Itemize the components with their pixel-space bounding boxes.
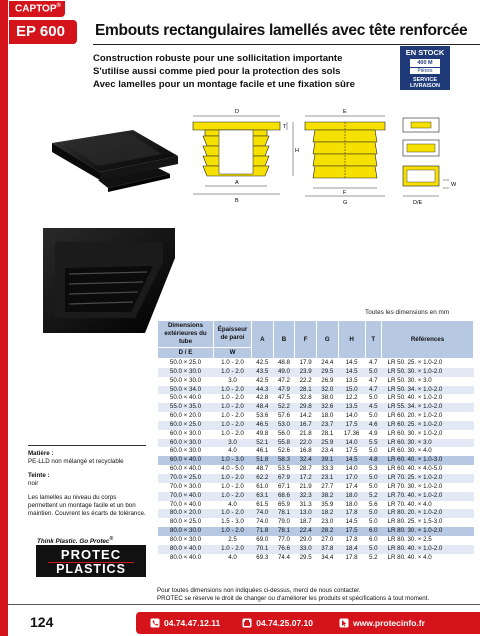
table-row bbox=[158, 377, 474, 386]
material-label: Matière : bbox=[28, 450, 54, 457]
table-row bbox=[158, 501, 474, 510]
table-cell-b: 48.8 bbox=[273, 359, 295, 368]
title-divider bbox=[93, 44, 480, 45]
table-cell-h: 14.5 bbox=[338, 456, 365, 465]
table-cell-wall: 4.0 - 5.0 bbox=[214, 465, 252, 474]
table-cell-b: 65.9 bbox=[273, 501, 295, 510]
table-cell-dim: 80.0 × 25.0 bbox=[158, 518, 214, 527]
table-cell-h: 18.4 bbox=[338, 545, 365, 554]
table-cell-t: 5.0 bbox=[365, 447, 381, 456]
website-url: www.protecinfo.fr bbox=[353, 618, 425, 628]
footer-divider bbox=[8, 604, 480, 605]
table-cell-wall: 1.0 - 3.0 bbox=[214, 456, 252, 465]
table-cell-wall: 1.0 - 2.0 bbox=[214, 368, 252, 377]
table-cell-wall: 1.0 - 2.0 bbox=[214, 492, 252, 501]
table-cell-g: 24.4 bbox=[316, 359, 338, 368]
table-cell-wall: 4.0 bbox=[214, 501, 252, 510]
table-cell-h: 14.0 bbox=[338, 465, 365, 474]
table-row bbox=[158, 430, 474, 439]
table-cell-b: 49.0 bbox=[273, 368, 295, 377]
table-cell-h: 14.5 bbox=[338, 518, 365, 527]
table-cell-ref: LR 60. 25. × 1.0-2.0 bbox=[382, 421, 474, 430]
table-row bbox=[158, 492, 474, 501]
side-profile-drawing bbox=[193, 109, 299, 204]
table-cell-f: 32.3 bbox=[295, 492, 317, 501]
dim-label-de: D/E bbox=[413, 200, 423, 206]
table-cell-ref: LR 50. 30. × 1.0-2.0 bbox=[382, 368, 474, 377]
table-cell-g: 23.7 bbox=[316, 421, 338, 430]
table-cell-h: 18.0 bbox=[338, 501, 365, 510]
table-cell-ref: LR 70. 30. × 1.0-2.0 bbox=[382, 483, 474, 492]
table-cell-dim: 60.0 × 40.0 bbox=[158, 456, 214, 465]
table-row bbox=[158, 474, 474, 483]
brand-tab: CAPTOP® bbox=[9, 1, 65, 17]
table-cell-ref: LR 60. 40. × 1.0-3.0 bbox=[382, 456, 474, 465]
table-row bbox=[158, 421, 474, 430]
front-view-drawing bbox=[305, 109, 385, 206]
contact-bar bbox=[136, 612, 480, 634]
table-cell-dim: 50.0 × 30.0 bbox=[158, 377, 214, 386]
table-cell-h: 13.5 bbox=[338, 377, 365, 386]
dim-label-h: H bbox=[295, 148, 299, 154]
table-cell-b: 53.5 bbox=[273, 465, 295, 474]
table-cell-a: 74.0 bbox=[252, 509, 274, 518]
table-cell-dim: 60.0 × 25.0 bbox=[158, 421, 214, 430]
table-cell-b: 47.2 bbox=[273, 377, 295, 386]
table-cell-t: 4.7 bbox=[365, 377, 381, 386]
table-cell-t: 5.0 bbox=[365, 474, 381, 483]
table-cell-f: 23.9 bbox=[295, 368, 317, 377]
table-cell-ref: LR 50. 34. × 1.0-2.0 bbox=[382, 386, 474, 395]
table-cell-f: 33.0 bbox=[295, 545, 317, 554]
table-cell-ref: LR 80. 40. × 4.0 bbox=[382, 554, 474, 563]
table-cell-ref: LR 70. 40. × 4.0 bbox=[382, 501, 474, 510]
table-cell-g: 29.5 bbox=[316, 368, 338, 377]
table-cell-h: 17.5 bbox=[338, 527, 365, 536]
table-cell-f: 29.5 bbox=[295, 554, 317, 563]
table-cell-g: 23.0 bbox=[316, 518, 338, 527]
table-cell-ref: LR 70. 25. × 1.0-2.0 bbox=[382, 474, 474, 483]
col-header-t: T bbox=[365, 321, 381, 359]
table-cell-t: 4.8 bbox=[365, 456, 381, 465]
table-cell-dim: 50.0 × 25.0 bbox=[158, 359, 214, 368]
table-cell-g: 32.6 bbox=[316, 403, 338, 412]
phone-icon bbox=[150, 618, 160, 628]
table-cell-a: 42.5 bbox=[252, 359, 274, 368]
table-cell-b: 68.6 bbox=[273, 492, 295, 501]
dim-label-w: W bbox=[451, 182, 457, 188]
table-cell-h: 17.5 bbox=[338, 447, 365, 456]
logo-line-2: PLASTICS bbox=[56, 562, 126, 576]
table-cell-h: 17.8 bbox=[338, 509, 365, 518]
dim-label-b: B bbox=[235, 198, 239, 204]
table-cell-g: 23.4 bbox=[316, 447, 338, 456]
table-cell-t: 5.2 bbox=[365, 492, 381, 501]
table-cell-b: 53.0 bbox=[273, 421, 295, 430]
table-cell-g: 38.0 bbox=[316, 394, 338, 403]
table-cell-wall: 1.0 - 2.0 bbox=[214, 483, 252, 492]
table-cell-a: 74.0 bbox=[252, 518, 274, 527]
table-cell-g: 32.0 bbox=[316, 386, 338, 395]
table-cell-t: 4.5 bbox=[365, 403, 381, 412]
table-cell-a: 71.8 bbox=[252, 527, 274, 536]
phone-contact[interactable] bbox=[150, 618, 220, 628]
fax-number: 04.74.25.07.10 bbox=[256, 618, 313, 628]
stock-badge-title: EN STOCK bbox=[405, 48, 445, 57]
table-cell-t: 5.0 bbox=[365, 483, 381, 492]
col-subheader-w: W bbox=[214, 348, 252, 359]
material-info bbox=[28, 445, 146, 524]
table-cell-ref: LR 60. 40. × 4.0-5.0 bbox=[382, 465, 474, 474]
table-cell-g: 23.1 bbox=[316, 474, 338, 483]
table-row bbox=[158, 359, 474, 368]
dim-label-e: E bbox=[343, 109, 347, 115]
dim-label-a: A bbox=[235, 180, 239, 186]
table-footnotes bbox=[157, 587, 429, 602]
table-cell-f: 14.2 bbox=[295, 412, 317, 421]
section-views-drawing bbox=[403, 118, 457, 206]
product-photo-top bbox=[38, 108, 188, 198]
table-cell-wall: 1.0 - 2.0 bbox=[214, 509, 252, 518]
table-cell-ref: LR 80. 30. × 2.5 bbox=[382, 536, 474, 545]
table-cell-b: 74.4 bbox=[273, 554, 295, 563]
table-cell-dim: 60.0 × 40.0 bbox=[158, 465, 214, 474]
table-cell-wall: 4.0 bbox=[214, 447, 252, 456]
table-cell-a: 53.6 bbox=[252, 412, 274, 421]
table-cell-t: 5.5 bbox=[365, 439, 381, 448]
table-cell-h: 17.0 bbox=[338, 474, 365, 483]
table-cell-h: 14.0 bbox=[338, 439, 365, 448]
table-cell-f: 29.0 bbox=[295, 536, 317, 545]
table-cell-ref: LR 60. 30. × 4.0 bbox=[382, 447, 474, 456]
table-cell-dim: 55.0 × 35.0 bbox=[158, 403, 214, 412]
table-cell-dim: 60.0 × 30.0 bbox=[158, 439, 214, 448]
table-cell-a: 69.3 bbox=[252, 554, 274, 563]
table-cell-g: 18.2 bbox=[316, 509, 338, 518]
left-accent-strip bbox=[0, 0, 8, 636]
table-cell-g: 38.2 bbox=[316, 492, 338, 501]
table-row bbox=[158, 554, 474, 563]
table-cell-g: 28.2 bbox=[316, 527, 338, 536]
table-cell-h: 17.8 bbox=[338, 554, 365, 563]
table-cell-h: 17.36 bbox=[338, 430, 365, 439]
mouse-pointer-icon bbox=[339, 618, 349, 628]
page-title: Embouts rectangulaires lamellés avec tête renforcée bbox=[95, 22, 468, 39]
footnote: Pour toutes dimensions non indiquées ci-dessus, merci de nous contacter. bbox=[157, 587, 361, 594]
table-cell-ref: LR 80. 20. × 1.0-2.0 bbox=[382, 509, 474, 518]
table-cell-g: 37.8 bbox=[316, 545, 338, 554]
table-cell-h: 14.0 bbox=[338, 412, 365, 421]
logo-line-1: PROTEC bbox=[60, 547, 122, 562]
feature-item: Construction robuste pour une sollicitation importante bbox=[93, 53, 343, 64]
table-row bbox=[158, 545, 474, 554]
col-header-g: G bbox=[316, 321, 338, 359]
table-cell-f: 16.8 bbox=[295, 447, 317, 456]
table-cell-b: 52.2 bbox=[273, 403, 295, 412]
table-cell-b: 76.6 bbox=[273, 545, 295, 554]
table-row bbox=[158, 518, 474, 527]
feature-list bbox=[93, 52, 355, 91]
table-cell-t: 6.0 bbox=[365, 527, 381, 536]
table-cell-t: 6.0 bbox=[365, 536, 381, 545]
table-cell-ref: LR 50. 30. × 3.0 bbox=[382, 377, 474, 386]
table-cell-a: 43.5 bbox=[252, 368, 274, 377]
color-value: noir bbox=[28, 479, 39, 487]
phone-number: 04.74.47.12.11 bbox=[164, 618, 221, 628]
table-cell-ref: LR 70. 40. × 1.0-2.0 bbox=[382, 492, 474, 501]
table-row bbox=[158, 439, 474, 448]
table-cell-f: 28.1 bbox=[295, 386, 317, 395]
table-cell-dim: 80.0 × 30.0 bbox=[158, 527, 214, 536]
table-cell-dim: 50.0 × 34.0 bbox=[158, 386, 214, 395]
table-cell-h: 14.5 bbox=[338, 368, 365, 377]
table-cell-g: 33.3 bbox=[316, 465, 338, 474]
table-cell-t: 5.3 bbox=[365, 465, 381, 474]
website-link[interactable] bbox=[339, 618, 425, 628]
table-cell-wall: 3.0 bbox=[214, 439, 252, 448]
table-cell-t: 5.0 bbox=[365, 509, 381, 518]
table-cell-b: 67.1 bbox=[273, 483, 295, 492]
table-cell-a: 70.1 bbox=[252, 545, 274, 554]
feature-item: Avec lamelles pour un montage facile et une fixation sûre bbox=[93, 79, 355, 90]
table-cell-h: 18.0 bbox=[338, 492, 365, 501]
table-cell-dim: 80.0 × 30.0 bbox=[158, 536, 214, 545]
table-cell-wall: 2.5 bbox=[214, 536, 252, 545]
table-cell-a: 63.1 bbox=[252, 492, 274, 501]
table-row bbox=[158, 368, 474, 377]
feature-item: S'utilise aussi comme pied pour la protection des sols bbox=[93, 66, 341, 77]
table-cell-a: 51.8 bbox=[252, 456, 274, 465]
fax-icon bbox=[242, 618, 252, 628]
table-cell-dim: 60.0 × 30.0 bbox=[158, 447, 214, 456]
material-value: PE-LLD non mélangé et recyclable bbox=[28, 457, 124, 465]
dim-label-d: D bbox=[235, 109, 239, 115]
protec-plastics-logo bbox=[36, 545, 146, 577]
table-cell-b: 58.3 bbox=[273, 456, 295, 465]
table-cell-t: 5.0 bbox=[365, 518, 381, 527]
table-cell-f: 18.7 bbox=[295, 518, 317, 527]
table-cell-h: 12.2 bbox=[338, 394, 365, 403]
table-cell-ref: LR 60. 30. × 1.0-2.0 bbox=[382, 430, 474, 439]
table-cell-wall: 1.0 - 2.0 bbox=[214, 394, 252, 403]
table-cell-t: 5.0 bbox=[365, 368, 381, 377]
table-cell-wall: 4.0 bbox=[214, 554, 252, 563]
table-row bbox=[158, 536, 474, 545]
technical-drawing bbox=[185, 108, 471, 218]
table-cell-g: 26.9 bbox=[316, 377, 338, 386]
table-cell-h: 13.5 bbox=[338, 403, 365, 412]
table-cell-g: 27.7 bbox=[316, 483, 338, 492]
table-cell-ref: LR 50. 40. × 1.0-2.0 bbox=[382, 394, 474, 403]
stock-badge-unit: Pièces bbox=[410, 67, 440, 74]
stock-badge bbox=[400, 46, 450, 90]
col-subheader-de: D / E bbox=[158, 348, 214, 359]
table-cell-g: 28.1 bbox=[316, 430, 338, 439]
dim-label-f: F bbox=[343, 190, 347, 196]
table-cell-ref: LR 80. 25. × 1.5-3.0 bbox=[382, 518, 474, 527]
material-description: Les lamelles au niveau du corps permettent un montage facile et un bon maintien. Couvrent les écarts de tolérance. bbox=[28, 494, 146, 517]
specifications-table bbox=[157, 320, 474, 562]
table-cell-g: 25.9 bbox=[316, 439, 338, 448]
stock-badge-quantity: 400 M bbox=[410, 59, 440, 67]
table-cell-f: 28.7 bbox=[295, 465, 317, 474]
table-cell-b: 47.9 bbox=[273, 386, 295, 395]
table-cell-h: 17.8 bbox=[338, 536, 365, 545]
table-cell-wall: 1.5 - 3.0 bbox=[214, 518, 252, 527]
product-photo-closeup bbox=[35, 228, 175, 333]
table-cell-g: 27.0 bbox=[316, 536, 338, 545]
table-cell-dim: 50.0 × 40.0 bbox=[158, 394, 214, 403]
table-cell-a: 61.0 bbox=[252, 483, 274, 492]
table-cell-a: 61.5 bbox=[252, 501, 274, 510]
table-cell-f: 13.0 bbox=[295, 509, 317, 518]
table-cell-f: 21.9 bbox=[295, 483, 317, 492]
table-cell-f: 32.8 bbox=[295, 394, 317, 403]
table-cell-g: 35.9 bbox=[316, 501, 338, 510]
table-cell-f: 22.2 bbox=[295, 377, 317, 386]
table-cell-b: 77.0 bbox=[273, 536, 295, 545]
col-header-references: Références bbox=[382, 321, 474, 359]
table-cell-b: 47.5 bbox=[273, 394, 295, 403]
table-cell-wall: 1.0 - 2.0 bbox=[214, 527, 252, 536]
table-cell-b: 56.0 bbox=[273, 430, 295, 439]
page-number: 124 bbox=[30, 614, 54, 630]
table-cell-f: 32.4 bbox=[295, 456, 317, 465]
table-cell-wall: 1.0 - 2.0 bbox=[214, 421, 252, 430]
table-cell-t: 4.6 bbox=[365, 421, 381, 430]
fax-contact[interactable] bbox=[242, 618, 313, 628]
table-cell-ref: LR 55. 34. × 1.0-2.0 bbox=[382, 403, 474, 412]
stock-badge-service: SERVICE LIVRAISON bbox=[410, 77, 440, 89]
table-cell-a: 42.8 bbox=[252, 394, 274, 403]
dim-label-t: T bbox=[283, 124, 287, 130]
color-label: Teinte : bbox=[28, 472, 50, 480]
table-row bbox=[158, 447, 474, 456]
table-cell-wall: 3.0 bbox=[214, 377, 252, 386]
table-cell-f: 31.3 bbox=[295, 501, 317, 510]
table-cell-h: 17.4 bbox=[338, 483, 365, 492]
table-cell-dim: 80.0 × 20.0 bbox=[158, 509, 214, 518]
table-cell-a: 49.8 bbox=[252, 430, 274, 439]
table-cell-f: 17.2 bbox=[295, 474, 317, 483]
table-cell-dim: 80.0 × 40.0 bbox=[158, 545, 214, 554]
table-cell-a: 46.5 bbox=[252, 421, 274, 430]
table-cell-wall: 1.0 - 2.0 bbox=[214, 359, 252, 368]
table-cell-f: 21.8 bbox=[295, 430, 317, 439]
table-cell-dim: 50.0 × 30.0 bbox=[158, 368, 214, 377]
product-code-tab: EP 600 bbox=[9, 20, 77, 44]
dim-label-g: G bbox=[343, 200, 348, 206]
table-cell-g: 18.0 bbox=[316, 412, 338, 421]
table-row bbox=[158, 465, 474, 474]
table-cell-b: 67.9 bbox=[273, 474, 295, 483]
table-cell-a: 48.7 bbox=[252, 465, 274, 474]
table-cell-t: 4.7 bbox=[365, 386, 381, 395]
table-cell-a: 44.3 bbox=[252, 386, 274, 395]
table-cell-f: 17.9 bbox=[295, 359, 317, 368]
table-cell-a: 69.0 bbox=[252, 536, 274, 545]
table-row bbox=[158, 527, 474, 536]
col-header-dims: Dimensions extérieures du tube bbox=[158, 321, 214, 348]
brand-tagline: Think Plastic. Go Protec® bbox=[37, 536, 114, 546]
table-cell-dim: 70.0 × 40.0 bbox=[158, 492, 214, 501]
table-cell-h: 14.5 bbox=[338, 359, 365, 368]
table-cell-a: 46.1 bbox=[252, 447, 274, 456]
col-header-b: B bbox=[273, 321, 295, 359]
table-cell-b: 55.8 bbox=[273, 439, 295, 448]
table-cell-t: 5.0 bbox=[365, 412, 381, 421]
table-cell-t: 5.6 bbox=[365, 501, 381, 510]
footnote: PROTEC se réserve le droit de changer ou d'améliorer les produits et spécifications à tout moment. bbox=[157, 594, 430, 602]
table-cell-a: 48.4 bbox=[252, 403, 274, 412]
table-row bbox=[158, 412, 474, 421]
table-row bbox=[158, 509, 474, 518]
table-cell-f: 22.0 bbox=[295, 439, 317, 448]
table-cell-dim: 70.0 × 25.0 bbox=[158, 474, 214, 483]
table-cell-ref: LR 60. 30. × 3.0 bbox=[382, 439, 474, 448]
col-header-f: F bbox=[295, 321, 317, 359]
table-cell-g: 39.1 bbox=[316, 456, 338, 465]
table-cell-f: 29.8 bbox=[295, 403, 317, 412]
table-cell-t: 5.0 bbox=[365, 545, 381, 554]
table-cell-t: 4.7 bbox=[365, 359, 381, 368]
table-cell-dim: 60.0 × 30.0 bbox=[158, 430, 214, 439]
table-cell-ref: LR 50. 25. × 1.0-2.0 bbox=[382, 359, 474, 368]
table-cell-b: 52.6 bbox=[273, 447, 295, 456]
table-cell-b: 57.6 bbox=[273, 412, 295, 421]
table-cell-t: 4.9 bbox=[365, 430, 381, 439]
table-cell-wall: 1.0 - 2.0 bbox=[214, 386, 252, 395]
col-header-h: H bbox=[338, 321, 365, 359]
table-cell-dim: 70.0 × 40.0 bbox=[158, 501, 214, 510]
table-cell-b: 78.1 bbox=[273, 527, 295, 536]
table-cell-ref: LR 60. 20. × 1.0-2.0 bbox=[382, 412, 474, 421]
table-cell-f: 22.4 bbox=[295, 527, 317, 536]
table-cell-wall: 1.0 - 2.0 bbox=[214, 403, 252, 412]
table-cell-h: 17.5 bbox=[338, 421, 365, 430]
table-row bbox=[158, 386, 474, 395]
table-cell-h: 15.0 bbox=[338, 386, 365, 395]
table-cell-a: 42.5 bbox=[252, 377, 274, 386]
table-row bbox=[158, 394, 474, 403]
table-cell-ref: LR 80. 40. × 1.0-2.0 bbox=[382, 545, 474, 554]
table-cell-ref: LR 80. 30. × 1.0-2.0 bbox=[382, 527, 474, 536]
table-row bbox=[158, 456, 474, 465]
col-header-a: A bbox=[252, 321, 274, 359]
table-cell-dim: 80.0 × 40.0 bbox=[158, 554, 214, 563]
table-cell-g: 34.4 bbox=[316, 554, 338, 563]
col-header-wall: Épaisseur de paroi bbox=[214, 321, 252, 348]
table-cell-a: 52.1 bbox=[252, 439, 274, 448]
table-cell-b: 78.1 bbox=[273, 509, 295, 518]
table-cell-wall: 1.0 - 2.0 bbox=[214, 545, 252, 554]
table-cell-wall: 1.0 - 2.0 bbox=[214, 430, 252, 439]
table-cell-a: 62.2 bbox=[252, 474, 274, 483]
table-cell-t: 5.0 bbox=[365, 394, 381, 403]
table-cell-wall: 1.0 - 2.0 bbox=[214, 474, 252, 483]
table-cell-dim: 70.0 × 30.0 bbox=[158, 483, 214, 492]
table-cell-b: 79.0 bbox=[273, 518, 295, 527]
table-cell-f: 16.7 bbox=[295, 421, 317, 430]
table-row bbox=[158, 483, 474, 492]
table-cell-t: 5.2 bbox=[365, 554, 381, 563]
table-cell-dim: 60.0 × 20.0 bbox=[158, 412, 214, 421]
table-row bbox=[158, 403, 474, 412]
dimensions-note: Toutes les dimensions en mm bbox=[365, 309, 450, 316]
table-cell-wall: 1.0 - 2.0 bbox=[214, 412, 252, 421]
